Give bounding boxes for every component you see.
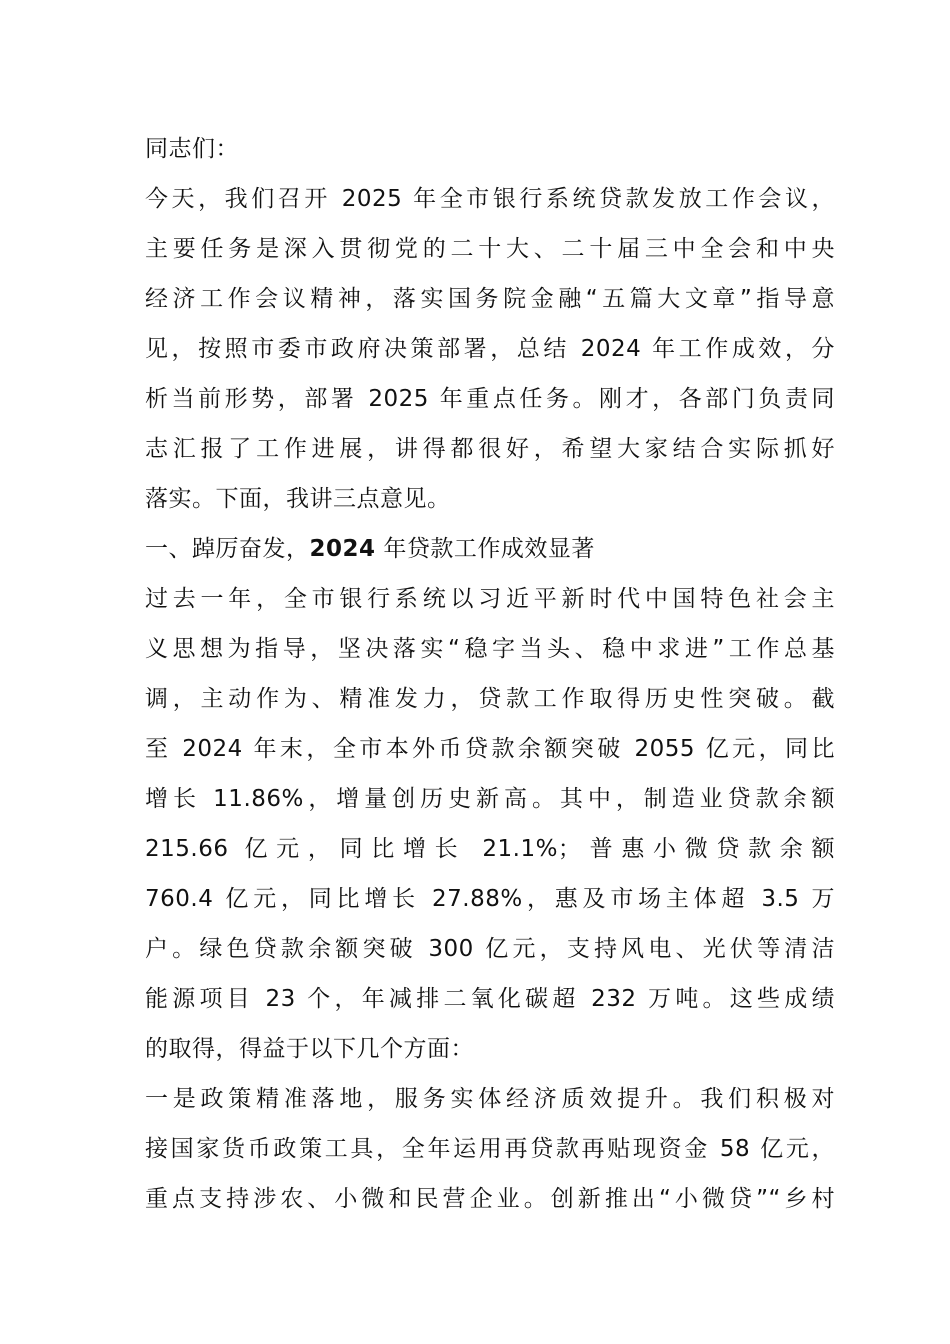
paragraph-line: 重点支持涉农、小微和民营企业。创新推出“小微贷”“乡村 — [145, 1186, 835, 1212]
paragraph-line: 义思想为指导，坚决落实“稳字当头、稳中求进”工作总基 — [145, 636, 835, 662]
paragraph-line: 增长 11.86%，增量创历史新高。其中，制造业贷款余额 — [145, 786, 835, 812]
heading-suffix: 年贷款工作成效显著 — [375, 536, 595, 562]
paragraph-line: 接国家货币政策工具，全年运用再贷款再贴现资金 58 亿元， — [145, 1136, 835, 1162]
paragraph-line: 215.66 亿元，同比增长 21.1%；普惠小微贷款余额 — [145, 836, 835, 862]
paragraph-line: 能源项目 23 个，年减排二氧化碳超 232 万吨。这些成绩 — [145, 986, 835, 1012]
paragraph-line: 户。绿色贷款余额突破 300 亿元，支持风电、光伏等清洁 — [145, 936, 835, 962]
salutation: 同志们： — [145, 136, 239, 162]
paragraph-line: 一是政策精准落地，服务实体经济质效提升。我们积极对 — [145, 1086, 835, 1112]
paragraph-line: 经济工作会议精神，落实国务院金融“五篇大文章”指导意 — [145, 286, 835, 312]
paragraph-line: 志汇报了工作进展，讲得都很好，希望大家结合实际抓好 — [145, 436, 835, 462]
paragraph-line: 的取得，得益于以下几个方面： — [145, 1036, 474, 1062]
section-paragraph — [145, 574, 835, 1074]
document-body — [145, 124, 835, 1224]
paragraph-line: 主要任务是深入贯彻党的二十大、二十届三中全会和中央 — [145, 236, 835, 262]
paragraph-line: 调，主动作为、精准发力，贷款工作取得历史性突破。截 — [145, 686, 835, 712]
intro-paragraph — [145, 174, 835, 524]
paragraph-line: 见，按照市委市政府决策部署，总结 2024 年工作成效，分 — [145, 336, 835, 362]
paragraph-line: 至 2024 年末，全市本外币贷款余额突破 2055 亿元，同比 — [145, 736, 835, 762]
heading-prefix: 一、踔厉奋发， — [145, 536, 310, 562]
heading-year: 2024 — [309, 536, 376, 562]
section-heading — [145, 524, 835, 574]
paragraph-line: 落实。下面，我讲三点意见。 — [145, 486, 451, 512]
paragraph-line: 析当前形势，部署 2025 年重点任务。刚才，各部门负责同 — [145, 386, 835, 412]
point-one-paragraph — [145, 1074, 835, 1224]
paragraph-line: 760.4 亿元，同比增长 27.88%，惠及市场主体超 3.5 万 — [145, 886, 835, 912]
paragraph-line: 过去一年，全市银行系统以习近平新时代中国特色社会主 — [145, 586, 835, 612]
paragraph-line: 今天，我们召开 2025 年全市银行系统贷款发放工作会议， — [145, 186, 835, 212]
